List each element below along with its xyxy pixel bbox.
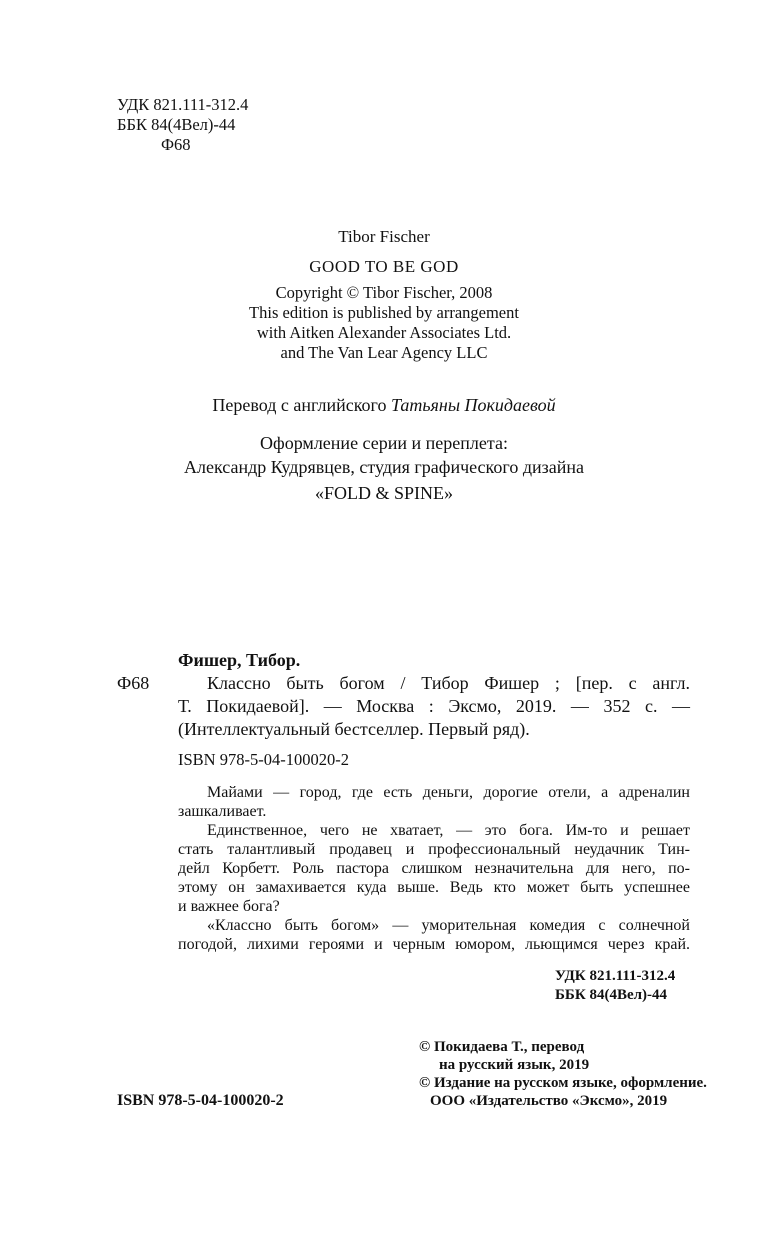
annotation-line: Единственное, чего не хватает, — это бога. Им-то и решает (207, 822, 690, 839)
bbk-code: ББК 84(4Вел)-44 (117, 115, 236, 134)
udk-code: УДК 821.111-312.4 (117, 95, 249, 114)
author-mark: Ф68 (161, 135, 191, 154)
translator-name: Татьяны Покидаевой (390, 395, 556, 415)
catalog-description-line: Т. Покидаевой]. — Москва : Эксмо, 2019. — 352 с. — (178, 696, 690, 716)
catalog-isbn: ISBN 978-5-04-100020-2 (178, 750, 349, 769)
design-line: «FOLD & SPINE» (314, 483, 453, 503)
copyright-line: Copyright © Tibor Fischer, 2008 (275, 283, 493, 302)
annotation-line: Майами — город, где есть деньги, дорогие отели, а адреналин (207, 784, 690, 801)
footer-isbn: ISBN 978-5-04-100020-2 (117, 1092, 284, 1109)
arrangement-line: This edition is published by arrangement (249, 303, 519, 322)
copyright-edition: © Издание на русском языке, оформление. (419, 1075, 707, 1091)
arrangement-line: with Aitken Alexander Associates Ltd. (256, 323, 512, 342)
annotation-line: зашкаливает. (178, 803, 267, 820)
catalog-description-line: Классно быть богом / Тибор Фишер ; [пер. с англ. (207, 673, 690, 693)
copyright-translation: на русский язык, 2019 (439, 1057, 590, 1073)
arrangement-line: and The Van Lear Agency LLC (280, 343, 488, 362)
bottom-udk-code: УДК 821.111-312.4 (555, 968, 676, 984)
annotation-line: «Классно быть богом» — уморительная комедия с солнечной (207, 917, 690, 934)
annotation-line: стать талантливый продавец и профессиональный неудачник Тин- (178, 841, 690, 858)
translation-credit (0, 396, 768, 414)
catalog-heading: Фишер, Тибор. (178, 650, 301, 670)
catalog-mark: Ф68 (117, 673, 150, 693)
annotation-line: погодой, лихими героями и черным юмором, льющимся через край. (178, 936, 690, 953)
copyright-edition: ООО «Издательство «Эксмо», 2019 (430, 1093, 668, 1109)
copyright-translation: © Покидаева Т., перевод (419, 1039, 585, 1055)
bottom-bbk-code: ББК 84(4Вел)-44 (555, 987, 668, 1003)
annotation-line: этому он замахивается куда выше. Ведь кто может быть успешнее (178, 879, 690, 896)
annotation-line: дейл Корбетт. Роль пастора слишком незначительна для него, по- (178, 860, 690, 877)
design-line: Александр Кудрявцев, студия графического дизайна (184, 457, 584, 477)
original-author: Tibor Fischer (338, 227, 430, 246)
original-title: GOOD TO BE GOD (309, 257, 459, 276)
annotation-line: и важнее бога? (178, 898, 280, 915)
translation-prefix: Перевод с английского (212, 395, 391, 415)
catalog-description-line: (Интеллектуальный бестселлер. Первый ряд). (178, 719, 530, 739)
design-line: Оформление серии и переплета: (260, 433, 508, 453)
